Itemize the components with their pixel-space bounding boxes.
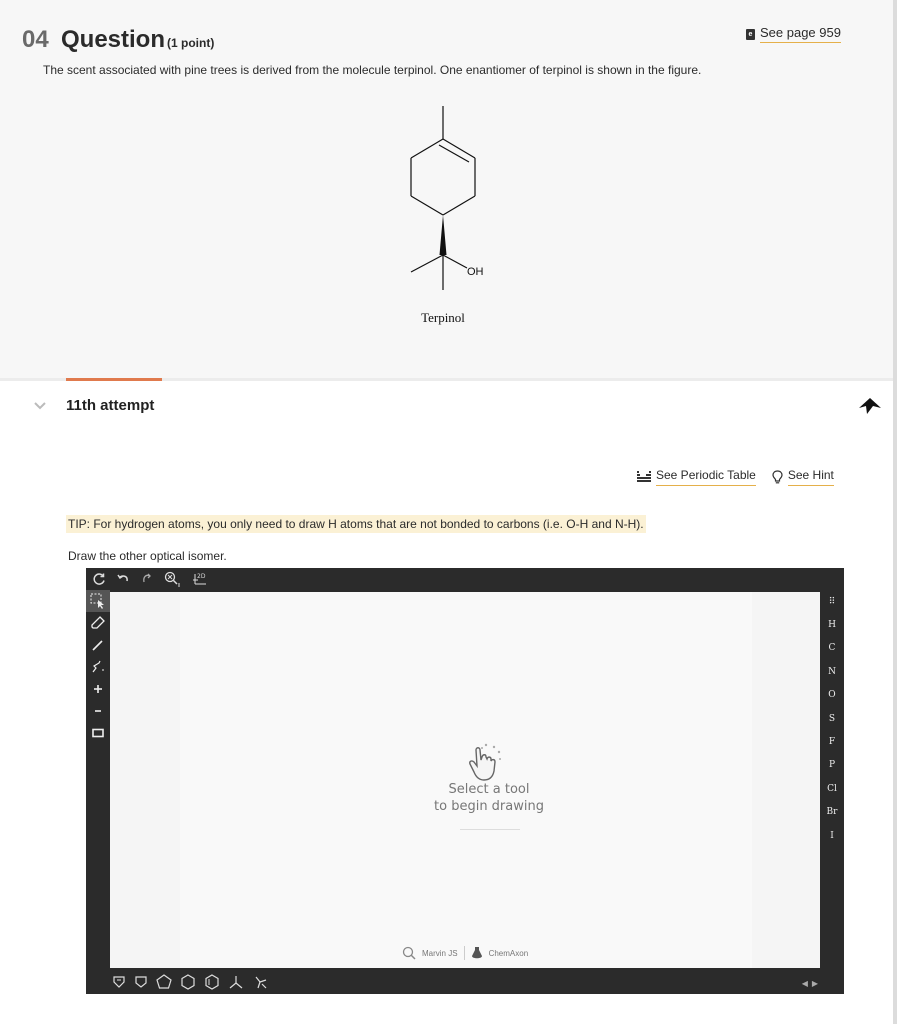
2d-clean-icon[interactable] xyxy=(192,572,208,589)
chemaxon-logo-icon xyxy=(471,946,483,960)
element-br-button[interactable]: Br xyxy=(826,807,838,818)
element-c-button[interactable]: C xyxy=(828,643,836,654)
bond-tool-icon[interactable] xyxy=(86,634,110,656)
see-periodic-table-label: See Periodic Table xyxy=(656,468,756,486)
oh-label: OH xyxy=(467,266,484,278)
help-links xyxy=(637,468,834,486)
prompt-line-2: to begin drawing xyxy=(434,799,544,814)
element-o-button[interactable]: O xyxy=(828,690,836,701)
editor-logos xyxy=(402,946,528,960)
periodic-table-button[interactable]: ⠿ xyxy=(828,596,836,607)
instruction-text: Draw the other optical isomer. xyxy=(68,549,227,563)
terpinol-structure xyxy=(395,100,495,330)
prompt-underline xyxy=(460,829,520,830)
benzene-icon[interactable] xyxy=(204,974,220,993)
question-panel xyxy=(0,0,893,378)
lightbulb-icon xyxy=(772,470,783,484)
scroll-right-icon[interactable]: ▶ xyxy=(811,978,818,988)
element-i-button[interactable]: I xyxy=(830,830,834,841)
element-s-button[interactable]: S xyxy=(828,713,836,724)
editor-bottom-toolbar xyxy=(86,972,870,994)
charge-minus-icon[interactable] xyxy=(86,700,110,722)
attempt-label: 11th attempt xyxy=(66,397,155,414)
question-points: (1 point) xyxy=(167,36,215,50)
question-text: The scent associated with pine trees is derived from the molecule terpinol. One enantiomer of terpinol is shown in the figure. xyxy=(43,63,702,77)
molecule-caption: Terpinol xyxy=(421,310,465,325)
collapse-chevron-icon[interactable] xyxy=(34,399,46,413)
scroll-left-icon[interactable]: ◀ xyxy=(801,978,808,988)
see-hint-label: See Hint xyxy=(788,468,834,486)
chemaxon-logo-label: ChemAxon xyxy=(488,948,529,958)
redo-icon[interactable] xyxy=(140,572,154,589)
see-hint-link[interactable] xyxy=(772,468,834,486)
attempt-accent-bar xyxy=(66,378,162,381)
question-number: 04 xyxy=(22,26,49,53)
template-scroll-arrows[interactable] xyxy=(802,972,818,994)
drawing-canvas[interactable] xyxy=(110,592,820,968)
question-title: Question xyxy=(61,26,166,53)
logo-separator xyxy=(464,946,465,960)
prompt-line-1: Select a tool xyxy=(448,782,530,797)
editor-right-toolbar xyxy=(820,590,844,847)
element-cl-button[interactable]: Cl xyxy=(827,783,837,794)
select-tool-icon[interactable] xyxy=(86,590,110,612)
element-n-button[interactable]: N xyxy=(828,666,836,677)
hexagon-icon[interactable] xyxy=(180,974,196,993)
clear-icon[interactable] xyxy=(92,572,106,589)
editor-top-toolbar xyxy=(86,568,850,592)
element-f-button[interactable]: F xyxy=(828,737,836,748)
shape-tool-icon[interactable] xyxy=(86,722,110,744)
ring-icon[interactable] xyxy=(228,974,244,993)
zoom-icon[interactable] xyxy=(164,571,182,590)
chain-tool-icon[interactable] xyxy=(86,656,110,678)
see-page-link[interactable] xyxy=(746,25,841,43)
pin-icon[interactable] xyxy=(857,396,883,421)
tip-banner: TIP: For hydrogen atoms, you only need to draw H atoms that are not bonded to carbons (i.e. O-H and N-H). xyxy=(68,517,644,531)
see-page-label: See page 959 xyxy=(760,25,841,43)
element-h-button[interactable]: H xyxy=(828,620,836,631)
see-periodic-table-link[interactable] xyxy=(637,468,756,486)
erase-tool-icon[interactable] xyxy=(86,612,110,634)
svg-text:2D: 2D xyxy=(197,572,206,580)
page-edge xyxy=(893,0,897,1024)
template-icon[interactable] xyxy=(112,975,126,992)
pentagon-shield-icon[interactable] xyxy=(134,975,148,992)
canvas-prompt xyxy=(404,781,574,815)
chain-template-icon[interactable] xyxy=(252,974,268,993)
periodic-table-icon xyxy=(637,471,651,483)
marvin-logo-label: Marvin JS xyxy=(422,948,458,958)
undo-icon[interactable] xyxy=(116,572,130,589)
charge-plus-icon[interactable] xyxy=(86,678,110,700)
editor-left-toolbar xyxy=(86,590,110,744)
pentagon-icon[interactable] xyxy=(156,974,172,993)
marvin-editor xyxy=(86,568,844,994)
element-p-button[interactable]: P xyxy=(828,760,836,771)
book-icon: e xyxy=(746,29,755,40)
marvin-logo-icon xyxy=(402,946,416,960)
